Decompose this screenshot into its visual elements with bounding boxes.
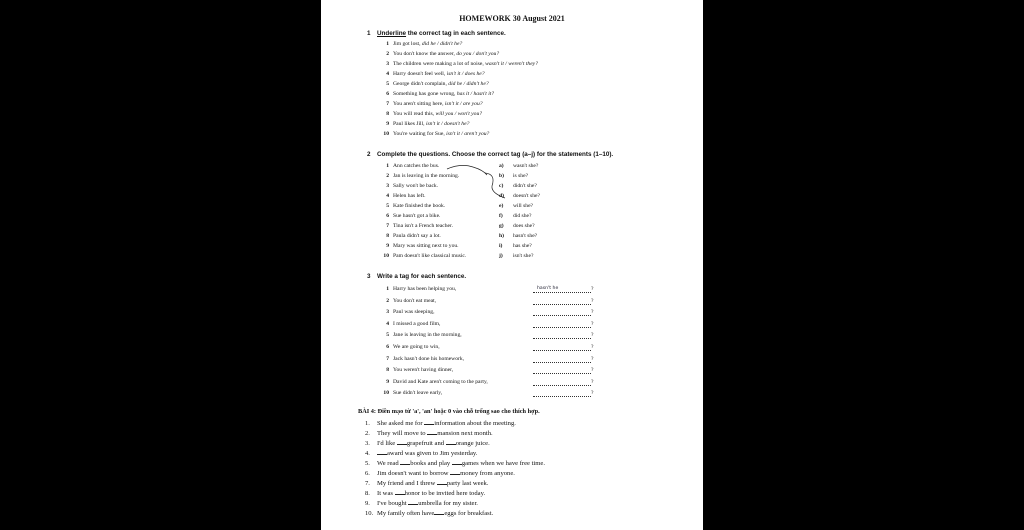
tag-text: has she?	[513, 243, 532, 249]
item-number: 9	[386, 378, 389, 385]
tag-letter: h)	[499, 233, 504, 239]
item-sentence: Sue didn't leave early,	[393, 390, 443, 397]
ex4-item	[365, 488, 485, 497]
item-sentence: Something has gone wrong,	[393, 91, 457, 97]
ex3-heading	[367, 273, 466, 280]
item-sentence: You don't know the answer,	[393, 51, 457, 57]
handwritten-answer: hasn't he	[537, 286, 559, 291]
match-line-1	[447, 165, 487, 175]
item-sentence: You aren't sitting here,	[393, 101, 445, 107]
item-sentence: Jack hasn't done his homework,	[393, 355, 465, 362]
item-text: Jim doesn't want to borrow	[377, 470, 451, 477]
item-number: 10.	[365, 510, 374, 517]
item-number: 2.	[365, 430, 370, 437]
ex3-item	[379, 321, 440, 331]
ex2-heading-text: Complete the questions. Choose the correct tag (a–j) for the statements (1–10).	[377, 151, 614, 158]
item-number: 1.	[365, 420, 370, 427]
answer-blank[interactable]	[533, 332, 594, 339]
item-number: 3	[386, 183, 389, 189]
answer-blank[interactable]	[533, 286, 594, 293]
ex3-answer-field[interactable]	[533, 356, 593, 366]
item-text: eggs for breakfast.	[444, 510, 494, 517]
article-blank[interactable]	[397, 438, 407, 445]
item-tag-options[interactable]: has it / hasn't it?	[456, 91, 495, 97]
article-blank[interactable]	[446, 438, 456, 445]
item-number: 7.	[365, 480, 370, 487]
item-text: award was given to Jim yesterday.	[387, 450, 478, 457]
ex2-number: 2	[367, 151, 371, 158]
item-text: I'd like	[377, 440, 397, 447]
item-text: I've bought	[377, 500, 409, 507]
item-number: 9	[386, 121, 389, 127]
answer-blank[interactable]	[533, 390, 594, 397]
item-number: 4	[386, 71, 389, 77]
item-number: 8	[386, 367, 389, 374]
tag-text: wasn't she?	[513, 163, 539, 169]
item-statement: Jan is leaving in the morning.	[393, 173, 460, 179]
ex3-item	[379, 344, 440, 354]
tag-text: hasn't she?	[513, 233, 538, 239]
item-text: games when we have free time.	[461, 460, 545, 467]
ex3-answer-field[interactable]	[533, 332, 593, 342]
ex4-item	[365, 508, 493, 517]
item-sentence: The children were making a lot of noise,	[393, 61, 486, 67]
tag-letter: c)	[499, 183, 504, 189]
tag-text: isn't she?	[513, 253, 534, 259]
tag-letter: b)	[499, 173, 504, 179]
ex4-item	[365, 428, 493, 437]
question-mark: ?	[591, 332, 594, 339]
item-number: 2	[386, 51, 389, 57]
tag-text: didn't she?	[513, 183, 537, 189]
page-title: HOMEWORK 30 August 2021	[459, 14, 565, 23]
ex3-item	[379, 298, 436, 308]
item-text: umbrella for my sister.	[418, 500, 478, 507]
item-sentence: I missed a good film,	[393, 320, 441, 327]
ex3-answer-field[interactable]	[533, 309, 593, 319]
item-tag-options[interactable]: did he / didn't he?	[448, 81, 489, 87]
ex4-item	[365, 418, 516, 427]
worksheet-page	[321, 0, 703, 530]
item-text: party last week.	[446, 480, 489, 487]
item-number: 5.	[365, 460, 370, 467]
item-tag-options[interactable]: isn't it / aren't you?	[446, 131, 490, 137]
question-mark: ?	[591, 355, 594, 362]
answer-blank[interactable]	[533, 355, 594, 363]
ex4-item	[365, 448, 477, 457]
item-tag-options[interactable]: did he / didn't he?	[421, 41, 463, 47]
tag-letter: a)	[499, 163, 504, 169]
tag-text: did she?	[513, 213, 532, 219]
article-blank[interactable]	[424, 418, 434, 425]
item-text: mansion next month.	[437, 430, 493, 437]
item-number: 3.	[365, 440, 370, 447]
item-number: 6.	[365, 470, 370, 477]
ex4-item	[365, 438, 490, 447]
ex1-heading-underline: Underline	[377, 30, 407, 37]
item-number: 3	[386, 309, 389, 316]
item-number: 6	[386, 344, 389, 350]
tag-letter: e)	[499, 203, 504, 209]
item-text: money from anyone.	[460, 470, 515, 477]
item-text: My friend and I threw	[377, 480, 437, 487]
ex3-item	[379, 367, 453, 377]
item-text: We read	[377, 460, 401, 467]
item-sentence: David and Kate aren't coming to the party,	[393, 378, 488, 385]
match-line-2	[485, 173, 505, 198]
item-tag-options[interactable]: isn't it / doesn't he?	[425, 121, 470, 127]
item-number: 3	[386, 61, 389, 67]
ex3-number: 3	[367, 273, 371, 280]
item-statement: Ann catches the bus.	[393, 163, 440, 169]
answer-blank[interactable]	[533, 297, 594, 305]
answer-blank[interactable]	[533, 367, 594, 374]
item-number: 7	[386, 101, 389, 107]
article-blank[interactable]	[377, 448, 387, 455]
item-sentence: Jane is leaving in the morning,	[393, 332, 462, 339]
item-statement: Paula didn't say a lot.	[393, 233, 441, 239]
tag-text: doesn't she?	[513, 193, 540, 199]
item-statement: Sally won't be back.	[393, 183, 439, 189]
item-text: information about the meeting.	[434, 420, 516, 427]
item-sentence: Harry has been helping you,	[393, 286, 457, 292]
item-text: My family often have	[377, 510, 435, 517]
tag-letter: i)	[499, 243, 503, 249]
tag-text: does she?	[513, 223, 535, 229]
item-number: 7	[386, 355, 389, 362]
item-tag-options[interactable]: isn't it / does he?	[446, 71, 485, 77]
question-mark: ?	[591, 378, 594, 385]
item-number: 6	[386, 91, 389, 97]
ex3-answer-field[interactable]	[533, 367, 593, 377]
item-sentence: We are going to win,	[393, 344, 440, 350]
item-text: grapefruit and	[406, 440, 446, 447]
item-sentence: Paul likes Jill,	[393, 121, 426, 127]
item-number: 5	[386, 81, 389, 87]
item-number: 2	[386, 297, 389, 304]
item-number: 7	[386, 223, 389, 229]
tag-letter: f)	[499, 213, 503, 219]
ex3-item	[379, 390, 442, 400]
ex3-answer-field[interactable]	[533, 286, 593, 296]
article-blank[interactable]	[450, 468, 460, 475]
item-sentence: Harry doesn't feel well,	[393, 71, 447, 77]
ex3-answer-field[interactable]	[533, 379, 593, 389]
article-blank[interactable]	[400, 458, 410, 465]
item-tag-options[interactable]: isn't it / are you?	[444, 101, 483, 107]
ex4-item	[365, 478, 488, 487]
ex3-heading-text: Write a tag for each sentence.	[377, 273, 467, 280]
ex1-heading-rest: the correct tag in each sentence.	[406, 30, 506, 37]
question-mark: ?	[591, 344, 594, 350]
item-number: 8.	[365, 490, 370, 497]
item-number: 10	[383, 390, 389, 397]
item-number: 5	[386, 203, 389, 209]
item-sentence: You will read this,	[393, 111, 436, 117]
tag-letter: d)	[499, 193, 504, 199]
item-sentence: You're waiting for Sue,	[393, 131, 447, 137]
ex4-item	[365, 498, 478, 507]
item-sentence: George didn't complain,	[393, 81, 449, 87]
item-number: 1	[386, 286, 389, 292]
tag-text: is she?	[513, 173, 529, 179]
article-blank[interactable]	[427, 428, 437, 435]
ex4-item	[365, 468, 515, 477]
item-text: orange juice.	[455, 440, 490, 447]
item-number: 9	[386, 243, 389, 249]
item-statement: Tina isn't a French teacher.	[393, 223, 453, 229]
ex3-item	[379, 309, 434, 319]
tag-letter: j)	[499, 253, 503, 259]
item-number: 10	[383, 253, 389, 259]
item-number: 4	[386, 320, 389, 327]
article-blank[interactable]	[434, 508, 444, 515]
ex4-heading: BÀI 4: Điền mạo từ 'a', 'an' hoặc 0 vào chỗ trống sao cho thích hợp.	[358, 408, 540, 415]
item-text: They will move to	[377, 430, 428, 437]
tag-text: will she?	[513, 203, 534, 209]
ex3-item	[379, 332, 462, 342]
item-number: 2	[386, 173, 389, 179]
item-number: 4	[386, 193, 389, 199]
item-number: 6	[386, 213, 389, 219]
ex4-item	[365, 458, 545, 467]
item-text: books and play	[410, 460, 452, 467]
item-text: honor to be invited here today.	[404, 490, 486, 497]
item-number: 8	[386, 111, 389, 117]
item-sentence: You weren't having dinner,	[393, 367, 454, 374]
item-sentence: Paul was sleeping,	[393, 309, 435, 316]
item-number: 9.	[365, 500, 370, 507]
item-statement: Mary was sitting next to you.	[393, 243, 459, 249]
item-statement: Pam doesn't like classical music.	[393, 253, 467, 259]
article-blank[interactable]	[452, 458, 462, 465]
answer-blank[interactable]	[533, 344, 594, 351]
ex3-answer-field[interactable]	[533, 298, 593, 308]
question-mark: ?	[591, 309, 594, 316]
item-number: 5	[386, 332, 389, 339]
answer-blank[interactable]	[533, 309, 594, 316]
question-mark: ?	[591, 297, 594, 304]
item-number: 1	[386, 163, 389, 169]
item-number: 1	[386, 41, 389, 47]
item-tag-options[interactable]: wasn't it / weren't they?	[485, 61, 538, 67]
item-sentence: You don't eat meat,	[393, 297, 437, 304]
ex3-answer-field[interactable]	[533, 344, 593, 354]
tag-letter: g)	[499, 223, 504, 229]
item-text: She asked me for	[377, 420, 425, 427]
item-number: 4.	[365, 450, 370, 457]
item-tag-options[interactable]: will you / won't you?	[435, 111, 483, 117]
question-mark: ?	[591, 286, 594, 292]
answer-blank[interactable]	[533, 378, 594, 386]
question-mark: ?	[591, 320, 594, 327]
article-blank[interactable]	[437, 478, 447, 485]
ex3-item	[379, 356, 464, 366]
item-tag-options[interactable]: do you / don't you?	[456, 51, 500, 57]
item-text: It was	[377, 490, 395, 497]
item-number: 10	[383, 131, 389, 137]
article-blank[interactable]	[408, 498, 418, 505]
ex1-number: 1	[367, 30, 371, 37]
ex3-answer-field[interactable]	[533, 321, 593, 331]
question-mark: ?	[591, 390, 594, 397]
ex3-item	[379, 286, 456, 296]
item-statement: Sue hasn't got a bike.	[393, 213, 441, 219]
article-blank[interactable]	[395, 488, 405, 495]
item-sentence: Jim got lost,	[393, 41, 422, 47]
item-statement: Helen has left.	[393, 193, 426, 199]
ex3-item	[379, 379, 488, 389]
question-mark: ?	[591, 367, 594, 374]
item-statement: Kate finished the book.	[393, 203, 446, 209]
ex3-answer-field[interactable]	[533, 390, 593, 400]
item-number: 8	[386, 233, 389, 239]
answer-blank[interactable]	[533, 320, 594, 328]
